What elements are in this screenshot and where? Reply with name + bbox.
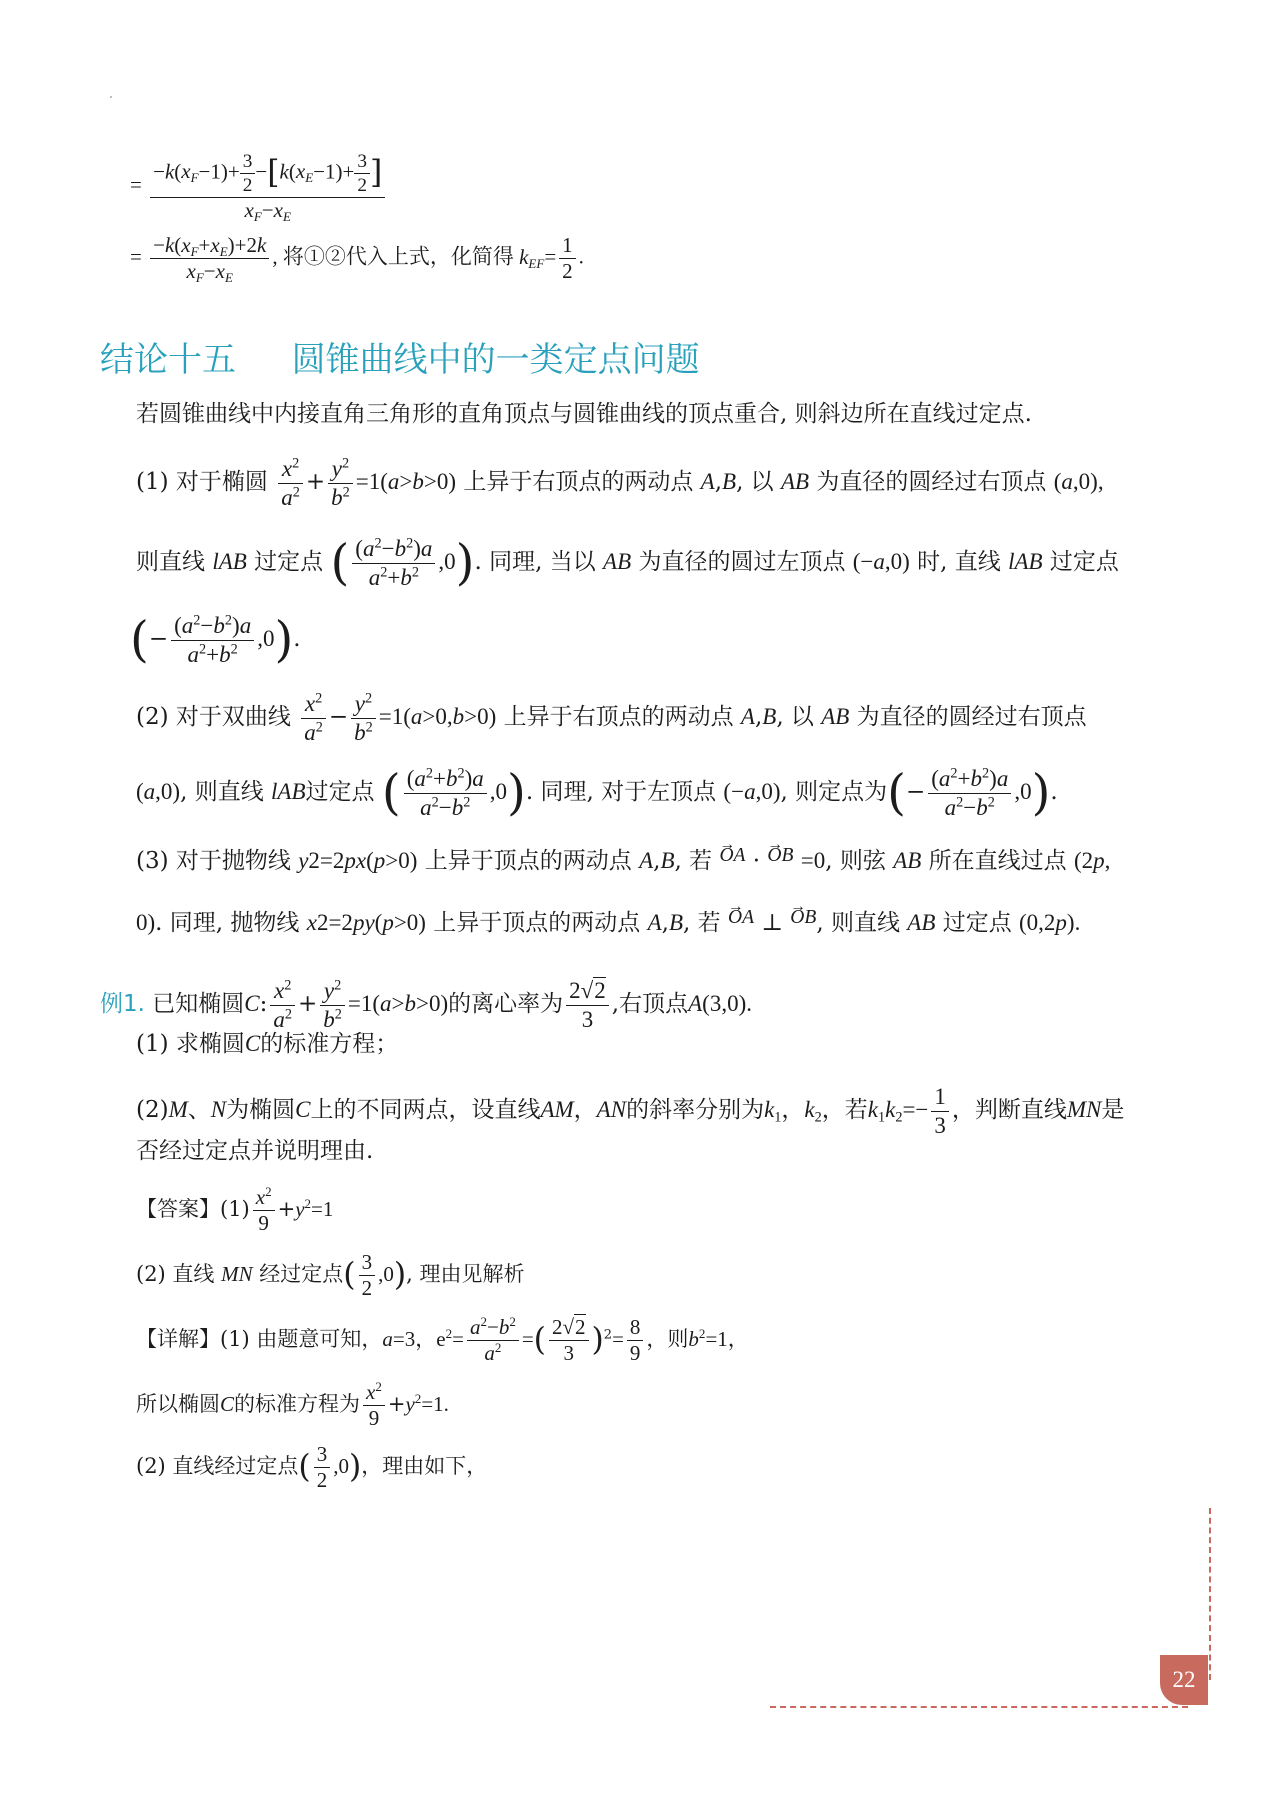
detail-label: 【详解】 [136, 1327, 220, 1352]
derivation-line-1: = $-k(x_F-1)+$ $\frac{3}{2}$ $-[k(x_E-1)+$ $\frac{3}{2}$ ] $x_F-x_E$ [130, 150, 388, 224]
intro-paragraph: 若圆锥曲线中内接直角三角形的直角顶点与圆锥曲线的顶点重合, 则斜边所在直线过定点. [136, 401, 1032, 427]
page-number: 22 [1160, 1655, 1208, 1705]
item-2-line-1: (2) 对于双曲线 $\frac{x^2}{a^2}$ − $\frac{y^2}{b^2}$ =1(a>0,b>0) 上异于右顶点的两动点 A,B, 以 AB 为直径的圆经过右顶点 [136, 690, 1087, 745]
scan-speck [110, 96, 112, 98]
item-3-line-1: (3) 对于抛物线 y2=2px(p>0) 上异于顶点的两动点 A,B, 若 → OA · → OB =0, 则弦 AB 所在直线过点 (2p, [136, 842, 1110, 875]
item-1-line-2: 则直线 lAB 过定点 ( $\frac{(a^2-b^2)a}{a^2+b^2}$ ,0). 同理, 当以 AB 为直径的圆过左顶点 (−a,0) 时, 直线 lAB 过定点 [136, 534, 1119, 591]
answer-line-1: 【答案】(1) $\frac{x^2}{9}$ $+y^2=1$ [136, 1184, 334, 1236]
answer-line-2: (2) 直线 MN 经过定点( $\frac{3}{2}$ ,0), 理由见解析 [136, 1250, 525, 1301]
page-border-dashed-horizontal [770, 1706, 1188, 1708]
question-2-line-1: (2)M、N为椭圆C上的不同两点，设直线AM，AN的斜率分别为$k_1$，$k_2$，若$k_1k_2=-$ $\frac{1}{3}$ ，判断直线MN是 [136, 1084, 1125, 1138]
detail-line-1: 【详解】(1) 由题意可知，a=3，$e^2=$ $\frac{a^2-b^2}{a^2}$ =( $\frac{2√2}{3}$ )$^2$= $\frac{8}{9}$ ，则$b^2=1$， [136, 1314, 749, 1366]
example-1-statement: 例1. 已知椭圆C: $\frac{x^2}{a^2}$ + $\frac{y^2}{b^2}$ =1(a>b>0)的离心率为 $\frac{2√2}{3}$ ,右顶点A(3,0). [100, 977, 752, 1032]
question-2-line-2: 否经过定点并说明理由. [136, 1138, 374, 1164]
derivation-line-2: = $\frac{-k(x_F+x_E)+2k}{x_F-x_E}$ , 将①②代入上式，化简得 $k_{EF}=$ $\frac{1}{2}$ . [130, 233, 584, 286]
detail-line-2: 所以椭圆C的标准方程为 $\frac{x^2}{9}$ $+y^2=1$. [136, 1379, 449, 1431]
item-2-line-2: (a,0), 则直线 lAB过定点 ( $\frac{(a^2+b^2)a}{a^2-b^2}$ ,0). 同理, 对于左顶点 (−a,0), 则定点为(− $\frac{(a^2+b^2)a}{a^2-b^2}$ ,0). [136, 764, 1058, 821]
section-title-number: 结论十五 [100, 340, 236, 380]
question-1: (1) 求椭圆C的标准方程； [136, 1031, 399, 1057]
derivation-text: 将①②代入上式，化简得 [282, 244, 514, 269]
item-3-line-2: 0). 同理, 抛物线 x2=2py(p>0) 上异于顶点的两动点 A,B, 若 → OA ⊥ → OB, 则直线 AB 过定点 (0,2p). [136, 904, 1080, 937]
page-border-dashed-vertical [1209, 1508, 1211, 1680]
section-title-text: 圆锥曲线中的一类定点问题 [291, 340, 700, 380]
detail-line-3: (2) 直线经过定点( $\frac{3}{2}$ ,0)，理由如下， [136, 1442, 488, 1493]
example-label: 例1. [100, 991, 145, 1018]
section-title [100, 338, 700, 382]
item-1-line-1: (1) 对于椭圆 $\frac{x^2}{a^2}$ + $\frac{y^2}{b^2}$ =1(a>b>0) 上异于右顶点的两动点 A,B, 以 AB 为直径的圆经过右顶点 (a,0), [136, 455, 1104, 510]
answer-label: 【答案】 [136, 1197, 220, 1222]
item-1-line-3: (− $\frac{(a^2-b^2)a}{a^2+b^2}$ ,0). [130, 611, 301, 668]
